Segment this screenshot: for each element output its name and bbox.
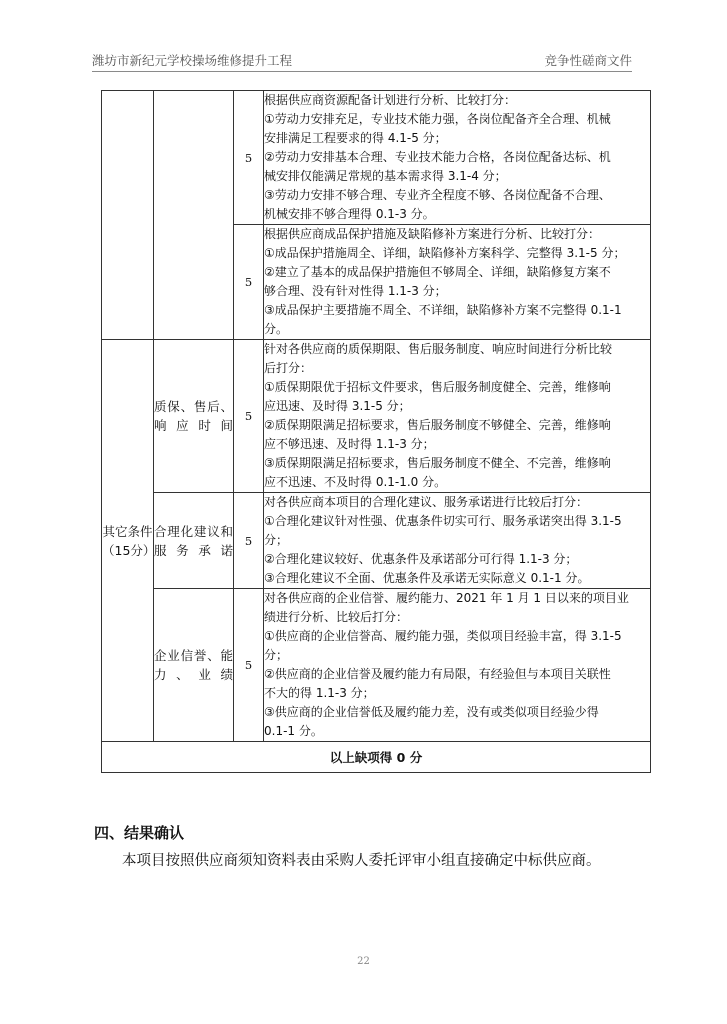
criteria-line: ③质保期限满足招标要求，售后服务制度不健全、不完善，维修响	[264, 456, 611, 470]
criteria-line: 机械安排不够合理得 0.1-3 分。	[264, 207, 435, 221]
page-number: 22	[357, 956, 370, 967]
criteria-line: ①质保期限优于招标文件要求，售后服务制度健全、完善，维修响	[264, 380, 611, 394]
criteria-line: 绩进行分析、比较后打分：	[264, 610, 409, 624]
criteria-line: 根据供应商成品保护措施及缺陷修补方案进行分析、比较打分：	[264, 227, 601, 241]
criteria-description	[264, 225, 651, 340]
section-heading: 四、结果确认	[94, 824, 185, 842]
criteria-line: ②建立了基本的成品保护措施但不够周全、详细，缺陷修复方案不	[264, 265, 611, 279]
criteria-line: ②供应商的企业信誉及履约能力有局限，有经验但与本项目关联性	[264, 667, 611, 681]
item-cell: 合理化建议和服务承诺	[154, 493, 234, 589]
points-cell: 5	[234, 589, 264, 742]
points-cell: 5	[234, 91, 264, 225]
points-cell: 5	[234, 225, 264, 340]
criteria-line: ①合理化建议针对性强、优惠条件切实可行、服务承诺突出得 3.1-5	[264, 514, 622, 528]
criteria-line: 安排满足工程要求的得 4.1-5 分；	[264, 131, 447, 145]
criteria-line: 够合理、没有针对性得 1.1-3 分；	[264, 284, 447, 298]
scoring-table	[101, 90, 651, 773]
item-cell: 企业信誉、能力、业绩	[154, 589, 234, 742]
criteria-line: 应不够迅速、及时得 1.1-3 分；	[264, 437, 435, 451]
total-note: 以上缺项得 0 分	[102, 742, 651, 773]
criteria-line: ①成品保护措施周全、详细，缺陷修补方案科学、完整得 3.1-5 分；	[264, 246, 626, 260]
criteria-line: ②合理化建议较好、优惠条件及承诺部分可行得 1.1-3 分；	[264, 552, 578, 566]
section-body: 本项目按照供应商须知资料表由采购人委托评审小组直接确定中标供应商。	[122, 853, 601, 869]
item-cell: 质保、售后、响应时间	[154, 340, 234, 493]
criteria-description	[264, 493, 651, 589]
criteria-line: ③供应商的企业信誉低及履约能力差，没有或类似项目经验少得	[264, 705, 599, 719]
criteria-line: 根据供应商资源配备计划进行分析、比较打分：	[264, 93, 517, 107]
criteria-line: ②质保期限满足招标要求，售后服务制度不够健全、完善，维修响	[264, 418, 611, 432]
criteria-line: 不大的得 1.1-3 分；	[264, 686, 375, 700]
criteria-line: ②劳动力安排基本合理、专业技术能力合格，各岗位配备达标、机	[264, 150, 611, 164]
page-header	[92, 49, 632, 72]
criteria-line: 应不迅速、不及时得 0.1-1.0 分。	[264, 475, 447, 489]
points-cell: 5	[234, 493, 264, 589]
criteria-line: ①供应商的企业信誉高、履约能力强，类似项目经验丰富，得 3.1-5	[264, 629, 622, 643]
project-title: 潍坊市新纪元学校操场维修提升工程	[92, 53, 293, 68]
document-type: 竞争性磋商文件	[544, 53, 632, 68]
criteria-line: 分。	[264, 322, 289, 336]
criteria-line: ①劳动力安排充足，专业技术能力强，各岗位配备齐全合理、机械	[264, 112, 611, 126]
criteria-description	[264, 589, 651, 742]
criteria-line: ③劳动力安排不够合理、专业齐全程度不够、各岗位配备不合理、	[264, 188, 611, 202]
criteria-line: 应迅速、及时得 3.1-5 分；	[264, 399, 411, 413]
criteria-line: 对各供应商的企业信誉、履约能力、2021 年 1 月 1 日以来的项目业	[264, 591, 629, 605]
category-cell: 其它条件（15分）	[102, 340, 154, 742]
table-row	[102, 91, 651, 225]
criteria-line: 针对各供应商的质保期限、售后服务制度、响应时间进行分析比较	[264, 342, 613, 356]
criteria-line: ③合理化建议不全面、优惠条件及承诺无实际意义 0.1-1 分。	[264, 571, 590, 585]
item-cell-empty	[154, 91, 234, 340]
table-row	[102, 589, 651, 742]
table-row	[102, 493, 651, 589]
criteria-line: ③成品保护主要措施不周全、不详细，缺陷修补方案不完整得 0.1-1	[264, 303, 622, 317]
criteria-line: 分；	[264, 648, 289, 662]
table-row-total	[102, 742, 651, 773]
criteria-description	[264, 91, 651, 225]
criteria-description	[264, 340, 651, 493]
criteria-line: 械安排仅能满足常规的基本需求得 3.1-4 分；	[264, 169, 507, 183]
criteria-line: 0.1-1 分。	[264, 724, 323, 738]
points-cell: 5	[234, 340, 264, 493]
criteria-line: 后打分：	[264, 361, 313, 375]
category-cell-empty	[102, 91, 154, 340]
criteria-line: 对各供应商本项目的合理化建议、服务承诺进行比较后打分：	[264, 495, 589, 509]
table-row	[102, 340, 651, 493]
criteria-line: 分；	[264, 533, 289, 547]
